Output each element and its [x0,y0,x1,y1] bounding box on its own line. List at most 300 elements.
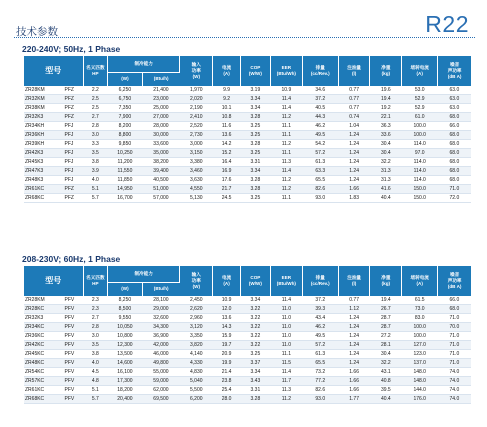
spec-table-60hz [24,266,471,404]
value-cell: 1.24 [338,359,370,368]
value-cell: 1.24 [338,140,370,149]
value-cell: 11.7 [271,377,303,386]
value-cell: 1.24 [338,314,370,323]
column-header-cop: COP (W/W) [240,56,270,86]
value-cell: 11.0 [271,341,303,350]
value-cell: 70.0 [438,323,471,332]
suffix-cell: PFZ [61,185,83,194]
model-cell: ZR28KC [24,305,61,314]
value-cell: 100.0 [402,122,438,131]
column-header-capacity_btu: (Btu/h) [142,282,180,296]
value-cell: 16,100 [108,368,143,377]
value-cell: 14,600 [108,359,143,368]
value-cell: 42,000 [142,341,180,350]
value-cell: 19.4 [370,95,402,104]
value-cell: 5,040 [180,377,213,386]
value-cell: 29,000 [142,305,180,314]
value-cell: 20.9 [213,350,240,359]
value-cell: 32.2 [370,359,402,368]
value-cell: 2,450 [180,296,213,305]
value-cell: 32.2 [370,158,402,167]
value-cell: 3,000 [180,140,213,149]
value-cell: 2,020 [180,95,213,104]
value-cell: 9.9 [213,86,240,95]
table-row [24,176,471,185]
value-cell: 10,250 [108,149,143,158]
value-cell: 71.0 [438,332,471,341]
value-cell: 2,730 [180,131,213,140]
value-cell: 10.9 [213,296,240,305]
value-cell: 68.0 [438,113,471,122]
value-cell: 11.4 [271,368,303,377]
column-header-displacement: 排量 (cc/Rev.) [302,266,338,296]
table-row [24,305,471,314]
value-cell: 3.25 [240,131,270,140]
value-cell: 11,850 [108,176,143,185]
column-header-capacity_w: (W) [108,282,143,296]
value-cell: 5,130 [180,194,213,203]
suffix-cell: PFV [61,314,83,323]
value-cell: 1.66 [338,368,370,377]
column-header-capacity: 制冷能力 [108,266,180,282]
value-cell: 100.0 [402,323,438,332]
value-cell: 4.8 [83,377,108,386]
value-cell: 68.0 [438,140,471,149]
value-cell: 11.2 [271,185,303,194]
value-cell: 49.5 [302,332,338,341]
value-cell: 34.6 [302,86,338,95]
column-header-noise: 噪音 声功率 (dB A) [438,56,471,86]
value-cell: 71.0 [438,341,471,350]
value-cell: 150.0 [402,194,438,203]
value-cell: 7,350 [108,104,143,113]
value-cell: 28.0 [213,395,240,404]
value-cell: 43.4 [302,314,338,323]
value-cell: 3,820 [180,341,213,350]
value-cell: 3,380 [180,158,213,167]
value-cell: 13,500 [108,350,143,359]
suffix-cell: PFJ [61,131,83,140]
value-cell: 18,200 [108,386,143,395]
table-row [24,341,471,350]
value-cell: 2.8 [83,122,108,131]
value-cell: 2,190 [180,104,213,113]
column-header-model: 型号 [24,56,83,86]
value-cell: 0.74 [338,113,370,122]
model-cell: ZR42KC [24,341,61,350]
value-cell: 68.0 [438,158,471,167]
value-cell: 40.5 [302,104,338,113]
value-cell: 13.6 [213,314,240,323]
value-cell: 15.2 [213,149,240,158]
model-cell: ZR57KC [24,377,61,386]
value-cell: 11,550 [108,167,143,176]
column-header-current: 电流 (A) [213,56,240,86]
value-cell: 3,150 [180,149,213,158]
value-cell: 3.22 [240,341,270,350]
table-row [24,395,471,404]
value-cell: 38,200 [142,158,180,167]
value-cell: 21.7 [213,185,240,194]
suffix-cell: PFJ [61,140,83,149]
column-header-lra: 堵转电流 (A) [402,266,438,296]
value-cell: 82.6 [302,386,338,395]
suffix-cell: PFV [61,341,83,350]
value-cell: 66.0 [438,122,471,131]
value-cell: 63.0 [438,86,471,95]
value-cell: 19.2 [370,104,402,113]
value-cell: 0.77 [338,104,370,113]
value-cell: 9.2 [213,95,240,104]
suffix-cell: PFV [61,377,83,386]
value-cell: 62,000 [142,386,180,395]
value-cell: 3.34 [240,368,270,377]
value-cell: 31.3 [370,167,402,176]
value-cell: 57.2 [302,341,338,350]
value-cell: 30.4 [370,149,402,158]
value-cell: 1.77 [338,395,370,404]
value-cell: 1.04 [338,122,370,131]
column-header-model: 型号 [24,266,83,296]
page-title: 技术参数 [16,26,58,38]
value-cell: 3.28 [240,113,270,122]
value-cell: 114.0 [402,176,438,185]
value-cell: 21.4 [213,368,240,377]
table-row [24,332,471,341]
value-cell: 150.0 [402,185,438,194]
value-cell: 17,300 [108,377,143,386]
value-cell: 32,600 [142,314,180,323]
table-row [24,113,471,122]
value-cell: 19.6 [370,86,402,95]
suffix-cell: PFV [61,323,83,332]
value-cell: 11.2 [271,176,303,185]
model-cell: ZR45K3 [24,158,61,167]
value-cell: 28.1 [370,341,402,350]
value-cell: 28,100 [142,296,180,305]
table-row [24,122,471,131]
column-header-eer: EER (Btu/Wh) [271,56,303,86]
value-cell: 3.25 [240,194,270,203]
value-cell: 12,300 [108,341,143,350]
value-cell: 3.28 [240,395,270,404]
value-cell: 11.1 [271,350,303,359]
value-cell: 2,620 [180,305,213,314]
value-cell: 11.4 [271,95,303,104]
value-cell: 2.3 [83,296,108,305]
value-cell: 5.7 [83,194,108,203]
value-cell: 10,050 [108,323,143,332]
value-cell: 8,800 [108,131,143,140]
suffix-cell: PFV [61,395,83,404]
value-cell: 63.0 [438,104,471,113]
value-cell: 148.0 [402,377,438,386]
table-header [24,266,471,296]
value-cell: 1.24 [338,341,370,350]
value-cell: 114.0 [402,158,438,167]
model-cell: ZR36KC [24,332,61,341]
column-header-eer: EER (Btu/Wh) [271,266,303,296]
spec-table-50hz [24,56,471,203]
value-cell: 74.0 [438,395,471,404]
value-cell: 34,300 [142,323,180,332]
table-row [24,350,471,359]
column-header-power: 输入 功率 (W) [180,266,213,296]
value-cell: 1.24 [338,158,370,167]
value-cell: 54.2 [302,140,338,149]
model-cell: ZR68KC [24,395,61,404]
value-cell: 4,550 [180,185,213,194]
value-cell: 7,900 [108,113,143,122]
value-cell: 1.24 [338,167,370,176]
column-header-capacity_w: (W) [108,72,143,86]
column-header-displacement: 排量 (cc/Rev.) [302,56,338,86]
value-cell: 2.5 [83,104,108,113]
value-cell: 65.5 [302,176,338,185]
value-cell: 11.1 [271,122,303,131]
refrigerant-label: R22 [425,11,469,37]
value-cell: 74.0 [438,377,471,386]
table-row [24,167,471,176]
value-cell: 65.5 [302,359,338,368]
value-cell: 25,000 [142,104,180,113]
value-cell: 11.0 [271,323,303,332]
value-cell: 0.77 [338,95,370,104]
value-cell: 1.24 [338,350,370,359]
value-cell: 1.24 [338,332,370,341]
value-cell: 27.2 [370,332,402,341]
value-cell: 30.4 [370,350,402,359]
table-row [24,359,471,368]
value-cell: 3.0 [83,131,108,140]
model-cell: ZR34KH [24,122,61,131]
column-header-hp: 名义匹数 HP [83,266,108,296]
value-cell: 19.7 [213,341,240,350]
value-cell: 100.0 [402,332,438,341]
value-cell: 68.0 [438,167,471,176]
value-cell: 10.1 [213,104,240,113]
value-cell: 63.3 [302,167,338,176]
value-cell: 3.31 [240,386,270,395]
value-cell: 69,500 [142,395,180,404]
model-cell: ZR54KC [24,368,61,377]
value-cell: 36.3 [370,122,402,131]
value-cell: 2,410 [180,113,213,122]
header-divider [14,37,475,38]
value-cell: 11.4 [271,104,303,113]
value-cell: 1.66 [338,185,370,194]
value-cell: 16.4 [213,158,240,167]
column-header-oil: 注油量 (l) [338,56,370,86]
value-cell: 3,350 [180,332,213,341]
value-cell: 123.0 [402,350,438,359]
value-cell: 3.28 [240,140,270,149]
value-cell: 5.1 [83,386,108,395]
value-cell: 39,400 [142,167,180,176]
value-cell: 51,000 [142,185,180,194]
value-cell: 11.1 [271,194,303,203]
value-cell: 3.22 [240,314,270,323]
value-cell: 9,850 [108,140,143,149]
value-cell: 6,750 [108,95,143,104]
value-cell: 74.0 [438,386,471,395]
value-cell: 31.3 [370,176,402,185]
suffix-cell: PFV [61,296,83,305]
value-cell: 10.8 [213,113,240,122]
value-cell: 2,520 [180,122,213,131]
value-cell: 10,800 [108,332,143,341]
table-row [24,323,471,332]
suffix-cell: PFJ [61,158,83,167]
value-cell: 61.0 [402,113,438,122]
table-row [24,158,471,167]
model-cell: ZR34KC [24,323,61,332]
value-cell: 20,400 [108,395,143,404]
value-cell: 13.6 [213,131,240,140]
value-cell: 61.3 [302,158,338,167]
value-cell: 71.0 [438,359,471,368]
value-cell: 176.0 [402,395,438,404]
table-row [24,377,471,386]
value-cell: 11.2 [271,140,303,149]
column-header-power: 输入 功率 (W) [180,56,213,86]
value-cell: 36,900 [142,332,180,341]
value-cell: 11.4 [271,167,303,176]
value-cell: 8,500 [108,305,143,314]
value-cell: 2,960 [180,314,213,323]
value-cell: 3.9 [83,167,108,176]
model-cell: ZR48KC [24,359,61,368]
value-cell: 46,000 [142,350,180,359]
value-cell: 114.0 [402,140,438,149]
value-cell: 39.3 [302,305,338,314]
value-cell: 4.5 [83,368,108,377]
value-cell: 4,140 [180,350,213,359]
value-cell: 3.28 [240,185,270,194]
column-header-capacity_btu: (Btu/h) [142,72,180,86]
model-cell: ZR42K3 [24,149,61,158]
value-cell: 3,460 [180,167,213,176]
suffix-cell: PFV [61,305,83,314]
column-header-noise: 噪音 声功率 (dB A) [438,266,471,296]
value-cell: 114.0 [402,167,438,176]
value-cell: 40,500 [142,176,180,185]
value-cell: 2.7 [83,314,108,323]
value-cell: 61.5 [402,296,438,305]
value-cell: 14.2 [213,140,240,149]
value-cell: 49.5 [302,131,338,140]
value-cell: 11.4 [271,296,303,305]
value-cell: 46.2 [302,122,338,131]
value-cell: 37.2 [302,95,338,104]
value-cell: 11.3 [271,386,303,395]
column-header-cop: COP (W/W) [240,266,270,296]
model-cell: ZR45KC [24,350,61,359]
value-cell: 5.1 [83,185,108,194]
value-cell: 27,000 [142,113,180,122]
value-cell: 1.24 [338,176,370,185]
value-cell: 3.43 [240,377,270,386]
value-cell: 97.0 [402,149,438,158]
value-cell: 11.3 [271,158,303,167]
value-cell: 46.2 [302,323,338,332]
model-cell: ZR61KC [24,185,61,194]
page-header [14,11,475,39]
value-cell: 5.7 [83,395,108,404]
value-cell: 1,970 [180,86,213,95]
value-cell: 11.6 [213,122,240,131]
section-title-50hz: 220-240V; 50Hz, 1 Phase [22,44,121,54]
suffix-cell: PFJ [61,122,83,131]
value-cell: 1.24 [338,131,370,140]
value-cell: 68.0 [438,305,471,314]
value-cell: 93.0 [302,194,338,203]
value-cell: 35,000 [142,149,180,158]
value-cell: 4.0 [83,359,108,368]
suffix-cell: PFV [61,386,83,395]
table-header [24,56,471,86]
value-cell: 3.34 [240,104,270,113]
value-cell: 100.0 [402,131,438,140]
value-cell: 41.6 [370,185,402,194]
column-header-hp: 名义匹数 HP [83,56,108,86]
value-cell: 1.12 [338,305,370,314]
value-cell: 71.0 [438,350,471,359]
value-cell: 2.5 [83,95,108,104]
value-cell: 57.2 [302,149,338,158]
value-cell: 148.0 [402,368,438,377]
suffix-cell: PFV [61,368,83,377]
model-cell: ZR47K3 [24,167,61,176]
table-row [24,104,471,113]
value-cell: 0.77 [338,296,370,305]
value-cell: 3.34 [240,296,270,305]
value-cell: 3.5 [83,341,108,350]
value-cell: 4.0 [83,176,108,185]
value-cell: 6,200 [180,395,213,404]
table-row [24,140,471,149]
model-cell: ZR32KM [24,95,61,104]
value-cell: 68.0 [438,149,471,158]
value-cell: 63.0 [438,95,471,104]
suffix-cell: PFZ [61,194,83,203]
value-cell: 43.1 [370,368,402,377]
value-cell: 2.7 [83,113,108,122]
value-cell: 82.6 [302,185,338,194]
suffix-cell: PFZ [61,104,83,113]
value-cell: 22.1 [370,113,402,122]
suffix-cell: PFJ [61,176,83,185]
column-header-current: 电流 (A) [213,266,240,296]
suffix-cell: PFJ [61,149,83,158]
value-cell: 59,000 [142,377,180,386]
value-cell: 3.3 [83,140,108,149]
value-cell: 68.0 [438,131,471,140]
table-row [24,95,471,104]
value-cell: 39.5 [370,386,402,395]
value-cell: 74.0 [438,368,471,377]
value-cell: 11.0 [271,332,303,341]
value-cell: 57,000 [142,194,180,203]
value-cell: 83.0 [402,314,438,323]
value-cell: 3.28 [240,176,270,185]
value-cell: 3.5 [83,149,108,158]
value-cell: 1.24 [338,149,370,158]
model-cell: ZR32K3 [24,314,61,323]
value-cell: 3.34 [240,167,270,176]
value-cell: 52.9 [402,104,438,113]
table-row [24,386,471,395]
